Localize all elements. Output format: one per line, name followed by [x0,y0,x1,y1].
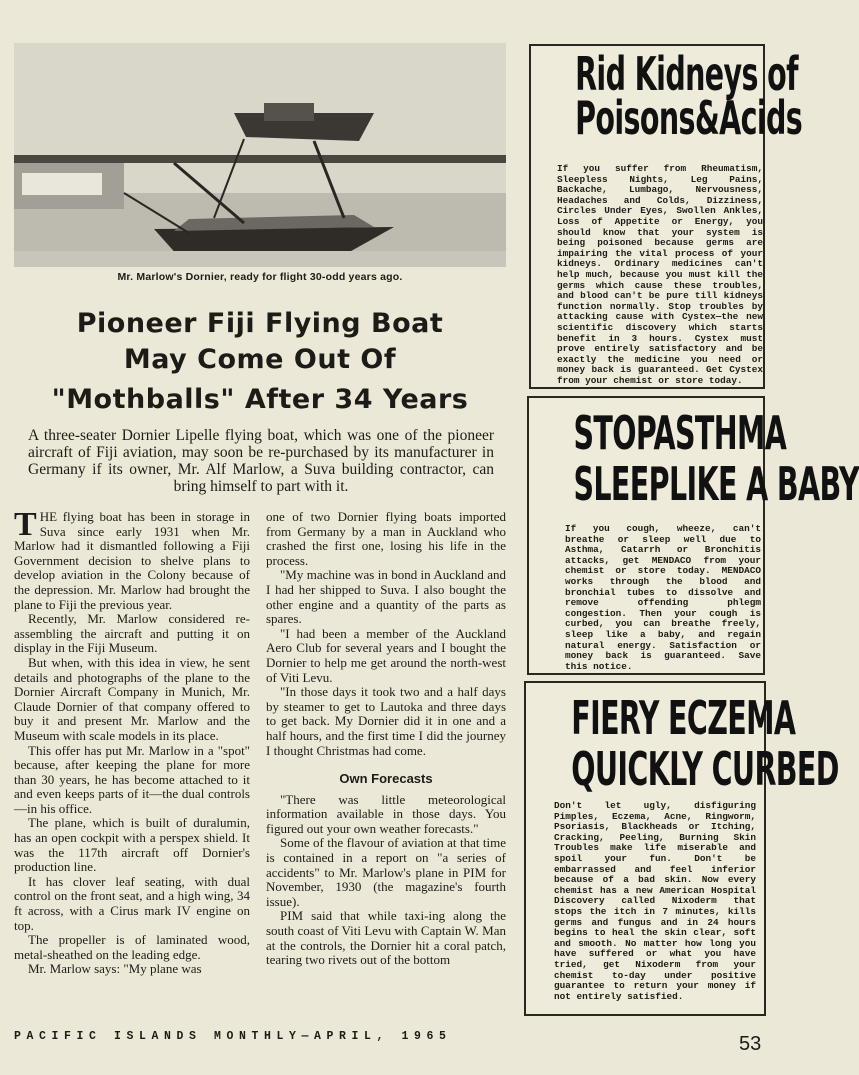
ad-headline: STOPASTHMA [573,406,787,460]
ad-nixoderm [524,681,839,1016]
photo-caption: Mr. Marlow's Dornier, ready for flight 30-odd years ago. [117,271,403,283]
paragraph: But when, with this idea in view, he sent details and photographs of the plane to the Dornier Aircraft Company in Munich, Mr. Claude Dornier of that company offered to buy it and present Mr. Marlow and the Museum with scale models in its place. [14,654,250,743]
paragraph: "I had been a member of the Auckland Aero Club for several years and I bought the Dornier to help me get around the north-west of Viti Levu. [266,625,506,685]
ad-headline: SLEEPLIKE A BABY [573,457,859,511]
ad-mendaco [527,396,859,675]
ad-headline: Rid Kidneys of [575,47,798,101]
ad-cystex [529,44,803,389]
article-column-2 [266,510,506,968]
paragraph: one of two Dornier flying boats imported from Germany by a man in Auckland who crashed the first one, losing his life in the process. [266,509,506,568]
article-column-1 [14,506,250,977]
paragraph: "There was little meteorological information available in those days. You figured out your own weather forecasts." [266,791,506,836]
paragraph: Mr. Marlow says: "My plane was [28,961,202,977]
paragraph: This offer has put Mr. Marlow in a "spot" because, after keeping the plane for more than 30 years, he has become attached to it and even keeps parts of it—the dual controls—in his office. [14,742,250,816]
drop-cap: T [14,506,37,543]
paragraph: "In those days it took two and a half days by steamer to get to Lautoka and three days to get back. My Dornier did it in one and a half hours, and the first time I did the journey I thought Christmas had come. [266,684,506,758]
page-number: 53 [739,1033,762,1055]
paragraph: Some of the flavour of aviation at that time is contained in a report on "a series of accidents" to Mr. Marlow's plane in PIM for November, 1930 (the magazine's fourth issue). [266,835,506,909]
paragraph: The propeller is of laminated wood, metal-sheathed on the leading edge. [14,932,250,962]
ad-headline: Poisons&Acids [575,91,803,145]
standfirst: A three-seater Dornier Lipelle flying boat, which was one of the pioneer aircraft of Fiji aviation, may soon be re-purchased by its manufacturer in Germany if its owner, Mr. Alf Marlow, a Suva building contractor, can bring himself to part with it. [28,427,494,495]
paragraph: The plane, which is built of duralumin, has an open cockpit with a perspex shield. It was the 117th aircraft off Dornier's production line. [14,815,250,875]
ad-body: If you suffer from Rheumatism, Sleepless Nights, Leg Pains, Backache, Lumbago, Nervousness, Headaches and Colds, Dizziness, Circles Under Eyes, Swollen Ankles, Loss of Appetite or Energy, you should know that your system is being poisoned because germs are impairing the vital process of your kidneys. Ordinary medicines can't help much, because you must kill the germs which cause these troubles, and blood can't be pure till kidneys function normally. Stop troubles by attacking cause with Cystex—the new scientific discovery which starts benefit in 3 hours. Cystex must prove entirely satisfactory and be exactly the medicine you need or money back is guaranteed. Get Cystex from your chemist or store today. [557,163,763,386]
ad-headline: FIERY ECZEMA [571,691,796,745]
ad-body: If you cough, wheeze, can't breathe or sleep well due to Asthma, Catarrh or Bronchitis attacks, get MENDACO from your chemist or store today. MENDACO works through the blood and bronchial tubes to dissolve and remove offending phlegm congestion. Then your cough is curbed, you can breathe freely, sleep like a baby, and regain natural energy. Satisfaction or money back is guaranteed. Save this notice. [565,523,761,672]
subheading: Own Forecasts [339,771,433,787]
ad-body: Don't let ugly, disfiguring Pimples, Eczema, Acne, Ringworm, Psoriasis, Blackheads or Itching, Cracking, Peeling, Burning Skin Troubles make life miserable and spoil your fun. Don't be embarrassed and feel inferior because of a bad skin. Now every chemist has a new American Hospital Discovery called Nixoderm that stops the itch in 7 minutes, kills germs and fungus and in 24 hours begins to heal the skin clear, soft and smooth. No matter how long you have suffered or what you have tried, get Nixoderm from your chemist to-day under positive guarantee to return your money if not entirely satisfied. [554,800,756,1002]
headline-line-2: May Come Out Of [123,344,397,375]
flying-boat-illustration [14,43,506,267]
dornier-photo [14,43,506,267]
paragraph: "My machine was in bond in Auckland and I had her shipped to Suva. I also bought the other engine and a quantity of the parts as spares. [266,567,506,627]
paragraph: THE flying boat has been in storage in Suva since early 1931 when Mr. Marlow had it dismantled following a Fiji Government decision to shelve plans to develop aviation in the Colony because of the depression. Mr. Marlow had brought the plane to Fiji the previous year. [14,506,250,612]
paragraph: PIM said that while taxi-ing along the south coast of Viti Levu with Captain W. Man at the controls, the Dornier hit a coral patch, tearing two rivets out of the bottom [266,908,506,968]
headline-line-3: "Mothballs" After 34 Years [51,384,469,415]
paragraph: Recently, Mr. Marlow considered re-assembling the aircraft and putting it on display in the Fiji Museum. [14,611,250,656]
ad-headline: QUICKLY CURBED [571,742,839,796]
paragraph: It has clover leaf seating, with dual control on the front seat, and a high wing, 34 ft across, with a Cirus mark IV engine on top. [14,873,250,933]
headline-line-1: Pioneer Fiji Flying Boat [76,308,444,339]
running-foot: PACIFIC ISLANDS MONTHLY—APRIL, 1965 [14,1030,452,1043]
